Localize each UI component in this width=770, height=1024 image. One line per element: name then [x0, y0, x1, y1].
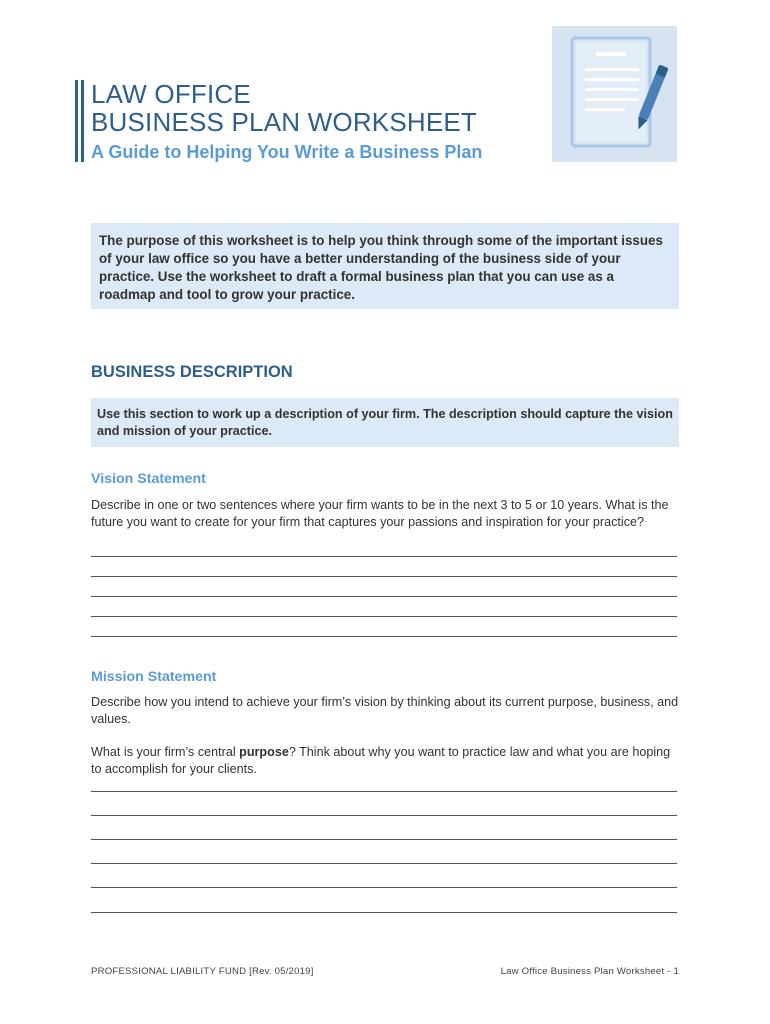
- subtitle: A Guide to Helping You Write a Business Plan: [91, 142, 483, 162]
- title-block: [91, 80, 482, 164]
- vision-answer-line-2[interactable]: [91, 576, 677, 577]
- mission-answer-line-2[interactable]: [91, 815, 677, 816]
- mission-purpose-prompt: [91, 744, 679, 777]
- mission-answer-line-1[interactable]: [91, 791, 677, 792]
- vision-answer-line-5[interactable]: [91, 636, 677, 637]
- mission-answer-line-3[interactable]: [91, 839, 677, 840]
- vision-answer-line-4[interactable]: [91, 616, 677, 617]
- purpose-text-start: What is your firm’s central: [91, 745, 240, 759]
- vision-statement-prompt: Describe in one or two sentences where your firm wants to be in the next 3 to 5 or 10 years. What is the future you want to create for your firm that captures your passions and inspiration for your practice?: [91, 498, 669, 529]
- mission-answer-line-5[interactable]: [91, 887, 677, 888]
- intro-box: [91, 223, 679, 309]
- business-description-note: Use this section to work up a description of your firm. The description should capture the vision and mission of your practice.: [97, 407, 673, 438]
- business-description-note-box: [91, 398, 679, 447]
- footer-left: PROFESSIONAL LIABILITY FUND [Rev. 05/2019]: [91, 966, 314, 977]
- title-accent-bars: [75, 80, 87, 162]
- vision-statement-heading: Vision Statement: [91, 471, 206, 487]
- mission-statement-prompt: Describe how you intend to achieve your firm’s vision by thinking about its current purpose, business, and values.: [91, 695, 679, 726]
- mission-answer-line-6[interactable]: [91, 912, 677, 913]
- title-line-2: BUSINESS PLAN WORKSHEET: [91, 107, 478, 137]
- footer-right: Law Office Business Plan Worksheet - 1: [500, 966, 679, 977]
- document-with-pen-icon: [552, 26, 677, 162]
- title-line-1: LAW OFFICE: [91, 79, 251, 109]
- mission-answer-line-4[interactable]: [91, 863, 677, 864]
- purpose-text-end: ? Think about why you want to practice law and what you are hoping to accomplish for your clients.: [91, 745, 671, 776]
- purpose-bold-word: purpose: [239, 745, 289, 759]
- mission-statement-heading: Mission Statement: [91, 669, 217, 685]
- intro-text: The purpose of this worksheet is to help you think through some of the important issues of your law office so you have a better understanding of the business side of your practice. Use the worksheet to draft a formal business plan that you can use as a roadmap and tool to grow your practice.: [99, 233, 663, 302]
- business-description-heading: BUSINESS DESCRIPTION: [91, 363, 293, 381]
- vision-answer-line-3[interactable]: [91, 596, 677, 597]
- vision-answer-line-1[interactable]: [91, 556, 677, 557]
